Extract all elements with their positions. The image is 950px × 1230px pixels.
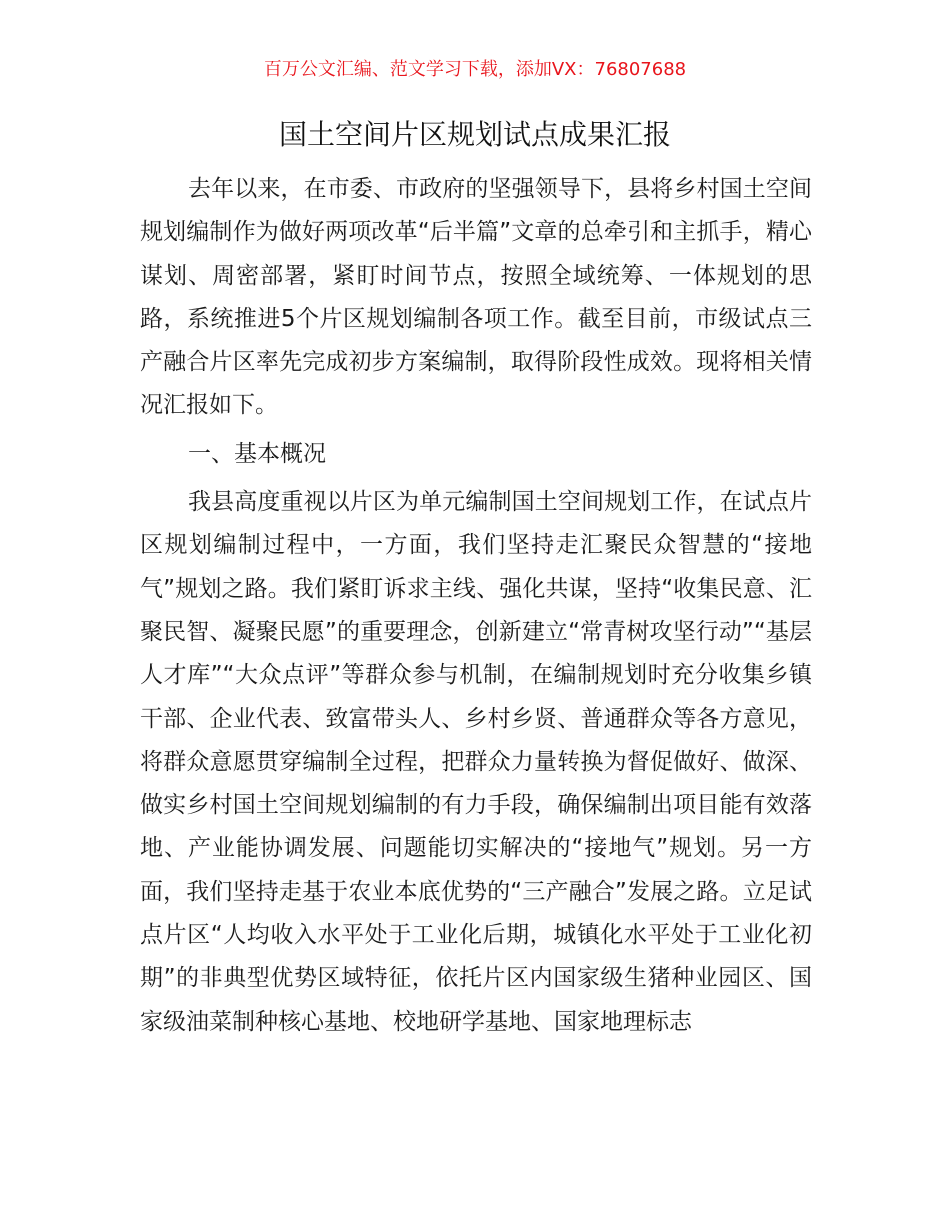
- header-watermark-note: 百万公文汇编、范文学习下载，添加VX：76807688: [263, 59, 687, 80]
- section-basic-overview-paragraph: 我县高度重视以片区为单元编制国土空间规划工作，在试点片区规划编制过程中，一方面，我们坚持走汇聚民众智慧的“接地气”规划之路。我们紧盯诉求主线、强化共谋，坚持“收集民意、汇聚民智、凝聚民愿”的重要理念，创新建立“常青树攻坚行动”“基层人才库”“大众点评”等群众参与机制，在编制规划时充分收集乡镇干部、企业代表、致富带头人、乡村乡贤、普通群众等各方意见，将群众意愿贯穿编制全过程，把群众力量转换为督促做好、做深、做实乡村国土空间规划编制的有力手段，确保编制出项目能有效落地、产业能协调发展、问题能切实解决的“接地气”规划。另一方面，我们坚持走基于农业本底优势的“三产融合”发展之路。立足试点片区“人均收入水平处于工业化后期，城镇化水平处于工业化初期”的非典型优势区域特征，依托片区内国家级生猪种业园区、国家级油菜制种核心基地、校地研学基地、国家地理标志: [140, 489, 812, 1035]
- section-heading-basic-overview: 一、基本概况: [188, 440, 326, 467]
- document-title: 国土空间片区规划试点成果汇报: [278, 118, 671, 151]
- document-body: [140, 168, 812, 1044]
- intro-paragraph: 去年以来，在市委、市政府的坚强领导下，县将乡村国土空间规划编制作为做好两项改革“后半篇”文章的总牵引和主抓手，精心谋划、周密部署，紧盯时间节点，按照全域统筹、一体规划的思路，系统推进5个片区规划编制各项工作。截至目前，市级试点三产融合片区率先完成初步方案编制，取得阶段性成效。现将相关情况汇报如下。: [140, 176, 812, 419]
